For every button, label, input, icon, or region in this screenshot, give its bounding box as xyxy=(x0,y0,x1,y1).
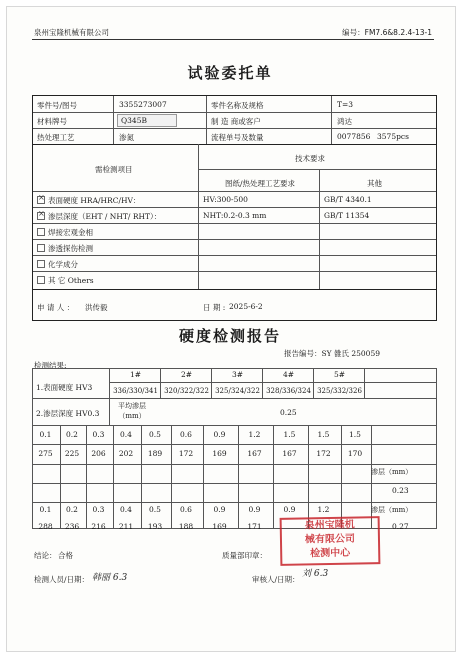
profile2-depth-10: 1.2 xyxy=(317,505,330,514)
profile1-hv-5: 189 xyxy=(147,449,163,458)
header-rule xyxy=(32,39,434,40)
profile1-depth-3: 0.3 xyxy=(92,430,105,439)
profile2-hv-5: 193 xyxy=(147,522,163,531)
sample-4: 4# xyxy=(282,370,295,379)
profile2-depth-4: 0.4 xyxy=(120,505,132,514)
part-name-label: 零件名称及规格 xyxy=(211,101,264,110)
reviewer-label: 审核人/日期： xyxy=(252,575,300,584)
profile1-hv-2: 225 xyxy=(64,449,80,458)
material-value: Q345B xyxy=(121,116,147,125)
profile1-hv-1: 275 xyxy=(38,449,53,458)
conclusion-label: 结论： xyxy=(34,551,57,560)
profile1-depth-7: 0.9 xyxy=(213,430,226,439)
profile2-depth-9: 0.9 xyxy=(283,505,296,514)
maker-label: 制 造 商或客户 xyxy=(211,117,261,126)
layer-value-1: 0.23 xyxy=(392,486,409,495)
applicant-label: 申 请 人 ： xyxy=(37,303,75,312)
checkbox-checked-icon[interactable] xyxy=(37,196,45,204)
part-no-value: 3355273007 xyxy=(119,100,167,109)
report-number: 报告编号：SY 雒氏 250059 xyxy=(284,349,380,358)
flow-no-value: 0077856 xyxy=(337,132,371,141)
item-row-2: ×渗层深度（EHT / NHT/ RHT）： xyxy=(37,211,161,222)
drawing-req-header: 图纸/热处理工艺要求 xyxy=(225,179,296,188)
hardness-label: 1.表面硬度 HV3 xyxy=(36,383,93,392)
item-row-4: 渗透探伤检测 xyxy=(37,243,93,254)
profile2-hv-2: 236 xyxy=(64,522,80,531)
date-label: 日 期 : xyxy=(203,303,226,312)
profile1-hv-9: 167 xyxy=(282,449,297,458)
commission-table xyxy=(32,95,437,321)
profile1-hv-10: 172 xyxy=(316,449,331,458)
profile1-depth-4: 0.4 xyxy=(120,430,132,439)
item-row-3: 焊接宏观金相 xyxy=(37,227,93,238)
layer-label-2: 渗层（mm） xyxy=(371,506,413,514)
profile1-depth-8: 1.2 xyxy=(248,430,261,439)
maker-value: 鸿达 xyxy=(337,117,352,126)
checkbox-icon[interactable] xyxy=(37,276,45,284)
profile2-depth-5: 0.5 xyxy=(149,505,161,514)
profile1-hv-4: 202 xyxy=(118,449,134,458)
sample-5: 5# xyxy=(333,370,346,379)
profile1-depth-2: 0.2 xyxy=(66,430,78,439)
items-header: 需检测项目 xyxy=(95,165,133,174)
profile2-depth-8: 0.9 xyxy=(248,505,261,514)
profile1-hv-11: 170 xyxy=(347,449,363,458)
commission-title: 试验委托单 xyxy=(187,64,273,82)
profile1-hv-7: 169 xyxy=(212,449,227,458)
company-name: 泉州宝隆机械有限公司 xyxy=(34,28,109,37)
item-row-5: 化学成分 xyxy=(37,259,78,270)
checkbox-icon[interactable] xyxy=(37,260,45,268)
profile2-hv-7: 169 xyxy=(212,522,227,531)
date-value: 2025-6-2 xyxy=(229,302,263,311)
process-label: 热处理工艺 xyxy=(37,133,75,142)
quantity-value: 3575pcs xyxy=(377,132,409,141)
hardness-value-2: 320/322/322 xyxy=(164,387,209,395)
item-row-6: 其 它 Others xyxy=(37,275,94,286)
profile2-depth-1: 0.1 xyxy=(39,505,52,514)
profile1-hv-6: 172 xyxy=(178,449,194,458)
profile2-hv-3: 216 xyxy=(91,522,106,531)
document-number: 编号：FM7.6&8.2.4-13-1 xyxy=(342,28,432,37)
item-2-requirement: NHT:0.2-0.3 mm xyxy=(203,211,267,220)
part-no-label: 零件号/图号 xyxy=(37,101,78,110)
flow-label: 流程单号及数量 xyxy=(211,133,264,142)
item-1-other: GB/T 4340.1 xyxy=(324,195,372,204)
reviewer-signature: 刘 6.3 xyxy=(302,569,329,579)
item-row-1: ×表面硬度 HRA/HRC/HV： xyxy=(37,195,140,206)
item-2-other: GB/T 11354 xyxy=(324,211,370,220)
conclusion-value: 合格 xyxy=(58,551,73,560)
item-1-requirement: HV:300-500 xyxy=(203,195,248,204)
hardness-value-5: 325/332/326 xyxy=(317,387,362,395)
profile1-depth-10: 1.5 xyxy=(317,430,330,439)
quality-stamp-label: 质量部印章： xyxy=(222,551,267,560)
avg-depth-value: 0.25 xyxy=(280,408,297,417)
profile1-depth-5: 0.5 xyxy=(149,430,161,439)
inspector-label: 检测人员/日期： xyxy=(34,575,90,584)
profile1-depth-6: 0.6 xyxy=(180,430,192,439)
profile2-hv-8: 171 xyxy=(247,522,262,531)
checkbox-icon[interactable] xyxy=(37,244,45,252)
avg-depth-label: 平均渗层（mm） xyxy=(118,402,146,420)
depth-label: 2.渗层深度 HV0.3 xyxy=(36,409,100,418)
report-title: 硬度检测报告 xyxy=(178,327,281,345)
applicant-value: 洪传毅 xyxy=(85,303,108,312)
hardness-value-1: 336/330/341 xyxy=(113,387,158,395)
other-header: 其他 xyxy=(367,179,382,188)
results-label: 检测结果: xyxy=(34,361,67,370)
profile1-hv-8: 167 xyxy=(247,449,262,458)
inspection-center-stamp: 泉州宝隆机 械有限公司 检测中心 xyxy=(280,516,381,566)
profile2-hv-6: 188 xyxy=(178,522,194,531)
hardness-value-4: 328/336/324 xyxy=(266,387,311,395)
hardness-value-3: 325/324/322 xyxy=(215,387,260,395)
profile1-depth-11: 1.5 xyxy=(349,430,361,439)
material-label: 材料牌号 xyxy=(37,117,67,126)
profile2-hv-4: 211 xyxy=(118,522,134,531)
profile1-depth-1: 0.1 xyxy=(39,430,52,439)
layer-label-1: 渗层（mm） xyxy=(371,468,413,476)
process-value: 渗氮 xyxy=(119,133,134,142)
tech-req-header: 技术要求 xyxy=(295,154,325,163)
profile2-depth-3: 0.3 xyxy=(92,505,105,514)
profile2-depth-7: 0.9 xyxy=(213,505,226,514)
profile1-hv-3: 206 xyxy=(91,449,106,458)
profile1-depth-9: 1.5 xyxy=(283,430,296,439)
sample-3: 3# xyxy=(231,370,244,379)
sample-2: 2# xyxy=(180,370,193,379)
profile2-depth-2: 0.2 xyxy=(66,505,78,514)
layer-value-2: 0.27 xyxy=(392,522,409,531)
sample-1: 1# xyxy=(129,370,142,379)
checkbox-checked-icon[interactable] xyxy=(37,212,45,220)
profile2-depth-6: 0.6 xyxy=(180,505,192,514)
part-name-value: T=3 xyxy=(337,100,354,109)
checkbox-icon[interactable] xyxy=(37,228,45,236)
profile2-hv-1: 288 xyxy=(38,522,53,531)
inspector-signature: 韩丽 6.3 xyxy=(92,573,128,583)
